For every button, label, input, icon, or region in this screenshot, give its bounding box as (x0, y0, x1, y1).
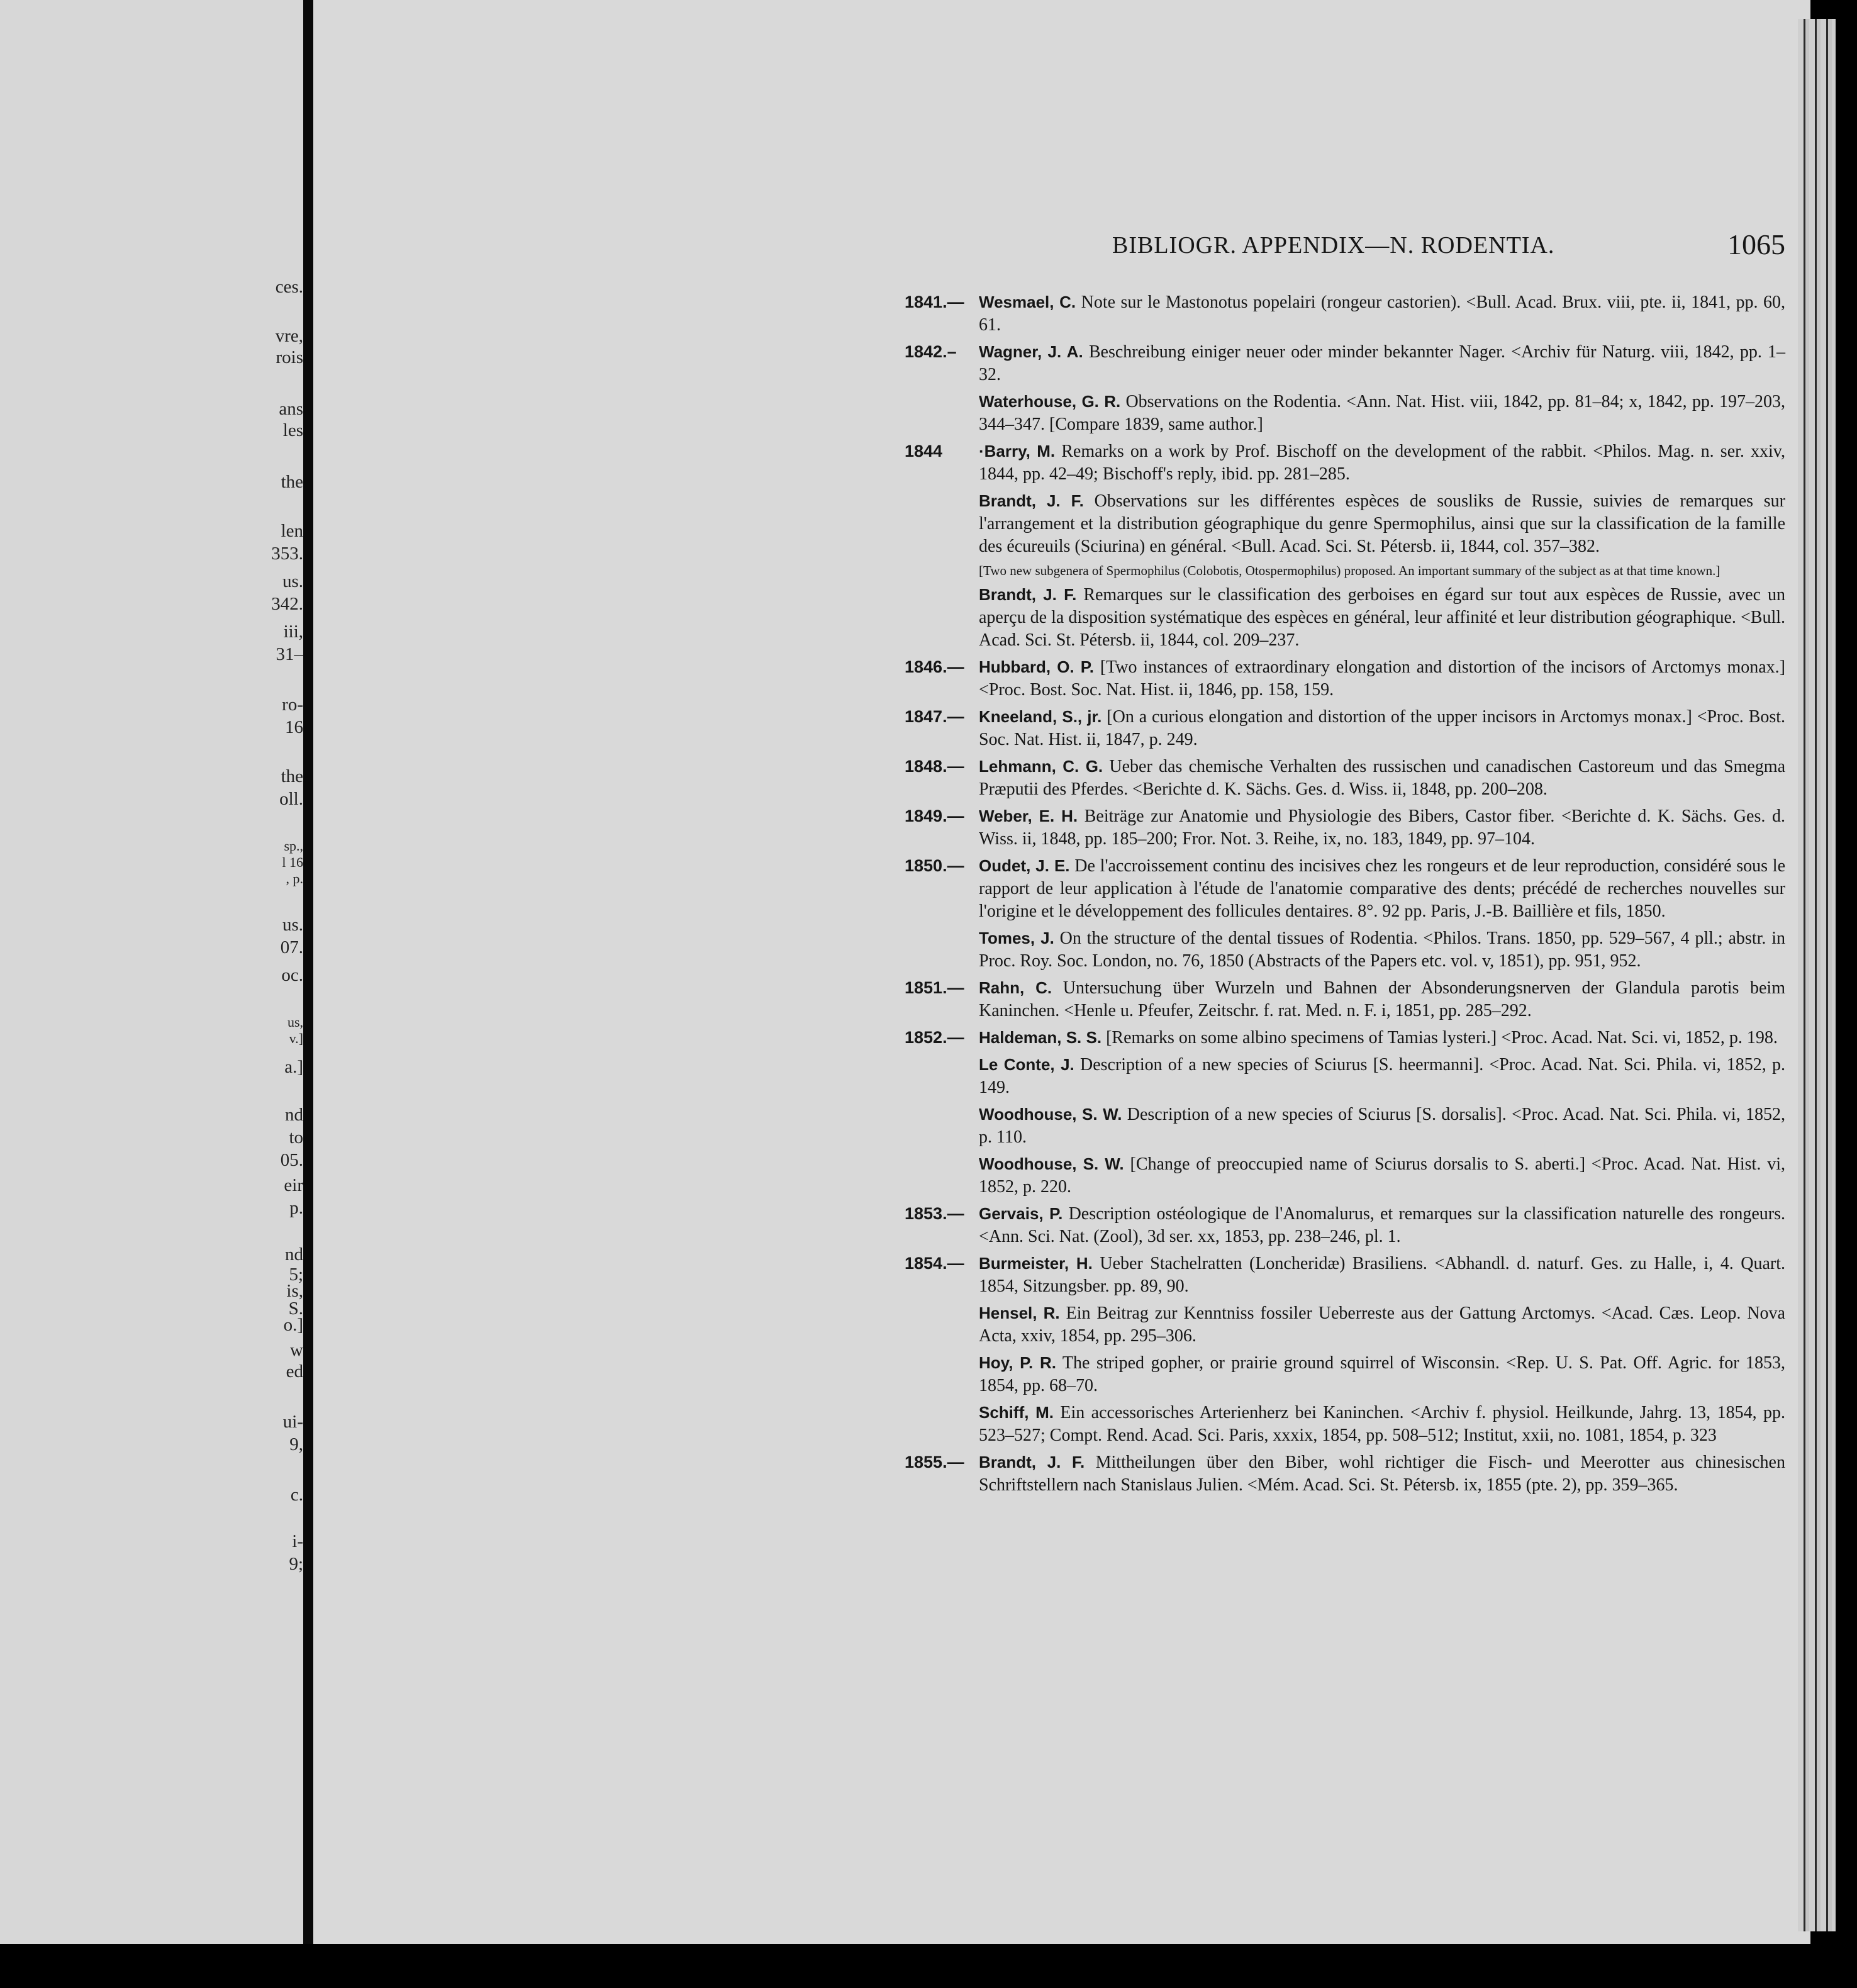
left-page-fragment: len (281, 521, 303, 541)
bibliography-entry (905, 340, 1785, 386)
left-page-fragment: sp., (284, 838, 303, 854)
left-page-fragment: iii, (283, 622, 303, 642)
bibliography-entry (905, 1053, 1785, 1099)
page-number: 1065 (1727, 228, 1785, 260)
left-page-fragment: 07. (280, 937, 303, 958)
entry-year: 1841.— (905, 293, 964, 311)
entry-author: Woodhouse, S. W. (979, 1154, 1124, 1173)
entry-author: Le Conte, J. (979, 1055, 1074, 1074)
entry-author: Oudet, J. E. (979, 856, 1070, 875)
bibliography-entry (905, 291, 1785, 337)
entry-year: 1847.— (905, 707, 964, 726)
left-page-fragment: to (289, 1127, 303, 1148)
entry-year: 1855.— (905, 1453, 964, 1471)
bibliography-entry (905, 1103, 1785, 1149)
left-page-fragment: 5; (289, 1265, 303, 1285)
entry-year: 1844 (905, 442, 943, 461)
left-page (0, 0, 303, 1944)
entry-author: Hensel, R. (979, 1304, 1060, 1322)
bibliography-entry (905, 1302, 1785, 1348)
entry-author: Rahn, C. (979, 978, 1052, 997)
entry-citation: De l'accroissement continu des incisives chez les rongeurs et de leur reproduction, considéré sous le rapport de leur application à l'étude de l'anatomie comparative des dents; précédé de recherches nouvelles sur l'origine et le développement des follicules dentaires. 8°. 92 pp. Paris, J.-B. Baillière et fils, 1850. (979, 856, 1786, 921)
entry-note: [Two new subgenera of Spermophilus (Colobotis, Otospermophilus) proposed. An important summary of the subject as at that time known.] (979, 563, 1720, 578)
header-title: BIBLIOGR. APPENDIX—N. RODENTIA. (1112, 232, 1555, 259)
entry-author: Burmeister, H. (979, 1254, 1093, 1273)
entry-year: 1842.– (905, 342, 957, 361)
entry-author: Kneeland, S., jr. (979, 707, 1102, 726)
left-page-fragment: us. (282, 915, 303, 935)
left-page-fragment: us, (287, 1014, 303, 1030)
left-page-fragment: 05. (280, 1150, 303, 1170)
entry-author: Weber, E. H. (979, 807, 1078, 825)
entry-year: 1854.— (905, 1254, 964, 1273)
bibliography-entry (905, 1351, 1785, 1397)
left-page-fragment: 16 (285, 717, 303, 737)
left-page-fragment: the (281, 472, 303, 492)
entry-citation: [Two instances of extraordinary elongation and distortion of the incisors of Arctomys monax.] <Proc. Bost. Soc. Nat. Hist. ii, 1846, pp. 158, 159. (979, 657, 1785, 700)
left-page-fragment: 353. (271, 544, 303, 564)
entry-author: Schiff, M. (979, 1403, 1054, 1422)
bibliography-entry (905, 1252, 1785, 1298)
bibliography-entry (905, 705, 1785, 751)
entry-citation: Description of a new species of Sciurus [S. dorsalis]. <Proc. Acad. Nat. Sci. Phila. vi, 1852, p. 110. (979, 1105, 1785, 1147)
bibliography-list (905, 291, 1785, 1500)
left-page-fragment: l 16 (282, 854, 303, 870)
bibliography-entry (905, 656, 1785, 701)
entry-citation: Description of a new species of Sciurus [S. heermanni]. <Proc. Acad. Nat. Sci. Phila. vi, 1852, p. 149. (979, 1055, 1785, 1097)
entry-citation: Ueber Stachelratten (Loncheridæ) Brasiliens. <Abhandl. d. naturf. Ges. zu Halle, i, 4. Quart. 1854, Sitzungsber. pp. 89, 90. (979, 1254, 1785, 1296)
left-page-fragment: the (281, 766, 303, 786)
entry-citation: Observations on the Rodentia. <Ann. Nat. Hist. viii, 1842, pp. 81–84; x, 1842, pp. 197–203, 344–347. [Compare 1839, same author.] (979, 392, 1785, 434)
entry-citation: [On a curious elongation and distortion of the upper incisors in Arctomys monax.] <Proc. Bost. Soc. Nat. Hist. ii, 1847, p. 249. (979, 707, 1786, 749)
left-page-fragment: 31– (276, 644, 303, 664)
entry-author: Gervais, P. (979, 1204, 1063, 1223)
left-page-fragment: p. (289, 1198, 303, 1218)
entry-author: Waterhouse, G. R. (979, 392, 1121, 411)
entry-author: Tomes, J. (979, 929, 1054, 947)
scan-border (0, 1944, 1857, 1988)
bibliography-entry (905, 755, 1785, 801)
bibliography-entry (905, 927, 1785, 973)
bibliography-entry (905, 1451, 1785, 1497)
bibliography-entry (905, 440, 1785, 486)
right-page (313, 0, 1810, 1944)
entry-author: Brandt, J. F. (979, 585, 1077, 604)
left-page-fragment: c. (290, 1485, 303, 1505)
entry-author: Haldeman, S. S. (979, 1028, 1102, 1047)
entry-citation: Note sur le Mastonotus popelairi (rongeur castorien). <Bull. Acad. Brux. viii, pte. ii, 1841, pp. 60, 61. (979, 293, 1786, 335)
left-page-fragment: ro- (282, 695, 303, 715)
entry-citation: Remarques sur le classification des gerboises en égard sur tout aux espèces de Russie, avec un aperçu de la disposition systématique des espèces en général, leur affinité et leur distribution géographique. <Bull. Acad. Sci. St. Pétersb. ii, 1844, col. 209–237. (979, 585, 1785, 650)
left-page-fragment: , p. (286, 871, 303, 886)
bibliography-entry (905, 1401, 1785, 1447)
left-page-fragment: les (282, 420, 303, 440)
entry-year: 1850.— (905, 856, 964, 875)
left-page-fragment: nd (285, 1244, 303, 1265)
left-page-fragment: rois (276, 347, 303, 367)
left-page-fragment: a.] (284, 1057, 303, 1077)
left-page-fragment: ed (286, 1361, 303, 1382)
entry-year: 1848.— (905, 757, 964, 776)
bibliography-entry (905, 976, 1785, 1022)
entry-citation: Mittheilungen über den Biber, wohl richtiger die Fisch- und Meerotter aus chinesischen Schriftstellern nach Stanislaus Julien. <Mém. Acad. Sci. St. Pétersb. ix, 1855 (pte. 2), pp. 359–365. (979, 1453, 1785, 1495)
left-page-fragment: vre, (275, 326, 303, 346)
entry-year: 1852.— (905, 1028, 964, 1047)
left-page-fragment: eir (284, 1175, 303, 1195)
entry-year: 1849.— (905, 807, 964, 825)
entry-citation: Ein accessorisches Arterienherz bei Kaninchen. <Archiv f. physiol. Heilkunde, Jahrg. 13, 1854, pp. 523–527; Compt. Rend. Acad. Sci. Paris, xxxix, 1854, pp. 508–512; Institut, xxii, no. 1081, 1854, p. 323 (979, 1403, 1785, 1445)
entry-author: Lehmann, C. G. (979, 757, 1103, 776)
bibliography-entry (905, 1202, 1785, 1248)
bibliography-entry (905, 1026, 1785, 1049)
entry-citation: Beschreibung einiger neuer oder minder bekannter Nager. <Archiv für Naturg. viii, 1842, pp. 1–32. (979, 342, 1785, 384)
left-page-fragment: ui- (282, 1412, 303, 1432)
running-header (1112, 228, 1785, 265)
entry-citation: Description ostéologique de l'Anomalurus, et remarques sur la classification naturelle des rongeurs. <Ann. Sci. Nat. (Zool), 3d ser. xx, 1853, pp. 238–246, pl. 1. (979, 1204, 1785, 1246)
entry-year: 1851.— (905, 978, 964, 997)
entry-author: Brandt, J. F. (979, 1453, 1085, 1471)
page-edge (1798, 19, 1836, 1931)
left-page-fragment: w (290, 1340, 303, 1360)
bibliography-entry (905, 583, 1785, 652)
entry-author: Woodhouse, S. W. (979, 1105, 1122, 1124)
bibliography-entry (905, 805, 1785, 851)
bibliography-entry (905, 390, 1785, 436)
entry-author: Wesmael, C. (979, 293, 1076, 311)
entry-citation: Observations sur les différentes espèces de sousliks de Russie, suivies de remarques sur l'arrangement et la distribution géographique du genre Spermophilus, ainsi que sur la classification de la famille des écureuils (Sciurina) en général. <Bull. Acad. Sci. St. Pétersb. ii, 1844, col. 357–382. (979, 491, 1785, 556)
entry-author: ·Barry, M. (979, 442, 1056, 461)
left-page-fragment: 342. (271, 594, 303, 614)
left-page-fragment: nd (285, 1105, 303, 1125)
left-page-fragment: 9; (289, 1554, 303, 1574)
left-page-fragment: ces. (275, 277, 303, 297)
left-page-fragment: ans (279, 399, 303, 419)
entry-citation: The striped gopher, or prairie ground squirrel of Wisconsin. <Rep. U. S. Pat. Off. Agric. for 1853, 1854, pp. 68–70. (979, 1353, 1786, 1395)
entry-citation: [Remarks on some albino specimens of Tamias lysteri.] <Proc. Acad. Nat. Sci. vi, 1852, p. 198. (1101, 1028, 1778, 1047)
bibliography-entry (905, 1153, 1785, 1198)
entry-citation: Ein Beitrag zur Kenntniss fossiler Ueberreste aus der Gattung Arctomys. <Acad. Cæs. Leop. Nova Acta, xxiv, 1854, pp. 295–306. (979, 1304, 1785, 1346)
entry-author: Hoy, P. R. (979, 1353, 1056, 1372)
left-page-fragment: 9, (289, 1434, 303, 1455)
left-page-fragment: i- (292, 1531, 303, 1551)
left-page-fragment: o.] (283, 1315, 303, 1335)
entry-citation: Ueber das chemische Verhalten des russischen und canadischen Castoreum und das Smegma Præputii des Pferdes. <Berichte d. K. Sächs. Ges. d. Wiss. ii, 1848, pp. 200–208. (979, 757, 1786, 799)
page-gutter (303, 0, 313, 1944)
entry-citation: Untersuchung über Wurzeln und Bahnen der Absonderungsnerven der Glandula parotis beim Kaninchen. <Henle u. Pfeufer, Zeitschr. f. rat. Med. n. F. i, 1851, pp. 285–292. (979, 978, 1785, 1020)
entry-year: 1846.— (905, 657, 964, 676)
left-page-fragment: S. (288, 1298, 303, 1319)
bibliography-entry (905, 854, 1785, 923)
entry-year: 1853.— (905, 1204, 964, 1223)
left-page-fragment: oll. (279, 789, 303, 809)
left-page-fragment: is, (286, 1281, 303, 1301)
bibliography-entry (905, 489, 1785, 579)
entry-author: Wagner, J. A. (979, 342, 1083, 361)
left-page-fragment: v.] (289, 1030, 303, 1046)
entry-author: Hubbard, O. P. (979, 657, 1094, 676)
left-page-fragment: us. (282, 571, 303, 591)
entry-citation: Remarks on a work by Prof. Bischoff on the development of the rabbit. <Philos. Mag. n. ser. xxiv, 1844, pp. 42–49; Bischoff's reply, ibid. pp. 281–285. (979, 442, 1785, 484)
entry-citation: Beiträge zur Anatomie und Physiologie des Bibers, Castor fiber. <Berichte d. K. Sächs. Ges. d. Wiss. ii, 1848, pp. 185–200; Fror. Not. 3. Reihe, ix, no. 183, 1849, pp. 97–104. (979, 807, 1786, 849)
entry-citation: On the structure of the dental tissues of Rodentia. <Philos. Trans. 1850, pp. 529–567, 4 pll.; abstr. in Proc. Roy. Soc. London, no. 76, 1850 (Abstracts of the Papers etc. vol. v, 1851), pp. 951, 952. (979, 929, 1785, 971)
left-page-fragment: oc. (281, 965, 303, 985)
entry-citation: [Change of preoccupied name of Sciurus dorsalis to S. aberti.] <Proc. Acad. Nat. Hist. vi, 1852, p. 220. (979, 1154, 1785, 1197)
entry-author: Brandt, J. F. (979, 491, 1084, 510)
